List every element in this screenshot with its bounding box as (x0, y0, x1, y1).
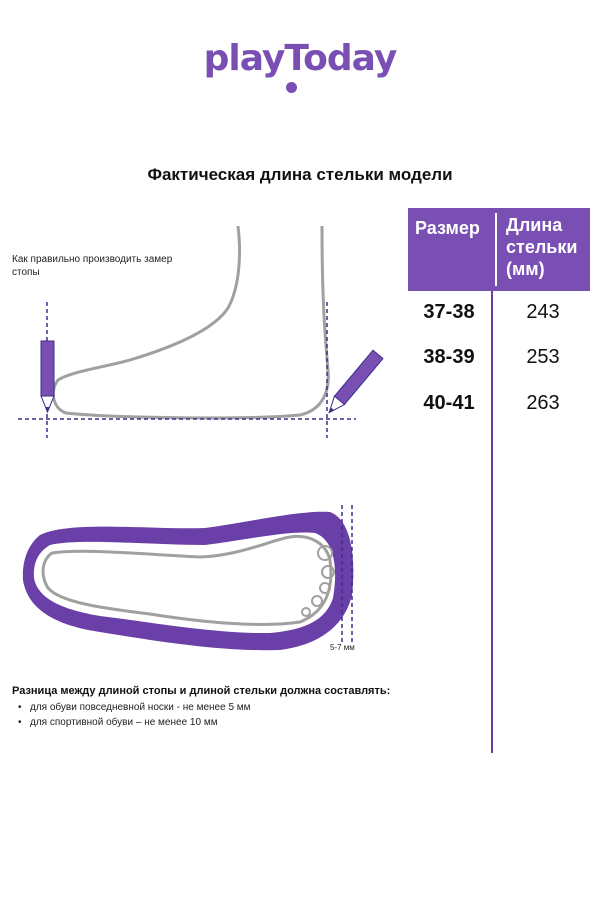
table-row-length: 263 (526, 392, 560, 414)
list-item: • для обуви повседневной носки - не менее 5 мм (18, 700, 251, 715)
header-length-line3: (мм) (506, 259, 545, 279)
table-row-size: 40-41 (423, 392, 475, 414)
table-row-size: 37-38 (423, 301, 475, 323)
list-item: • для спортивной обуви – не менее 10 мм (18, 715, 251, 730)
note-title: Разница между длиной стопы и длиной стельки должна составлять: (12, 685, 391, 697)
gap-label: 5-7 мм (330, 643, 355, 652)
header-separator (495, 213, 497, 286)
header-size: Размер (415, 218, 480, 238)
table-row-length: 243 (526, 301, 560, 323)
page-title: Фактическая длина стельки модели (147, 165, 453, 184)
right-pencil-icon (324, 350, 383, 417)
header-length (506, 214, 577, 280)
header-length-line2: стельки (506, 237, 578, 257)
foot-side-view (53, 226, 328, 418)
measure-hint: Как правильно производить замер стопы (12, 254, 173, 278)
left-pencil-icon (41, 341, 54, 412)
size-table-header (408, 208, 590, 291)
header-length-line1: Длина (506, 215, 563, 235)
table-divider (491, 291, 493, 753)
insole-top-view (23, 512, 353, 650)
table-row-length: 253 (526, 346, 560, 368)
brand-logo: playToday (203, 38, 397, 79)
note-list (18, 700, 251, 730)
table-row-size: 38-39 (423, 346, 475, 368)
